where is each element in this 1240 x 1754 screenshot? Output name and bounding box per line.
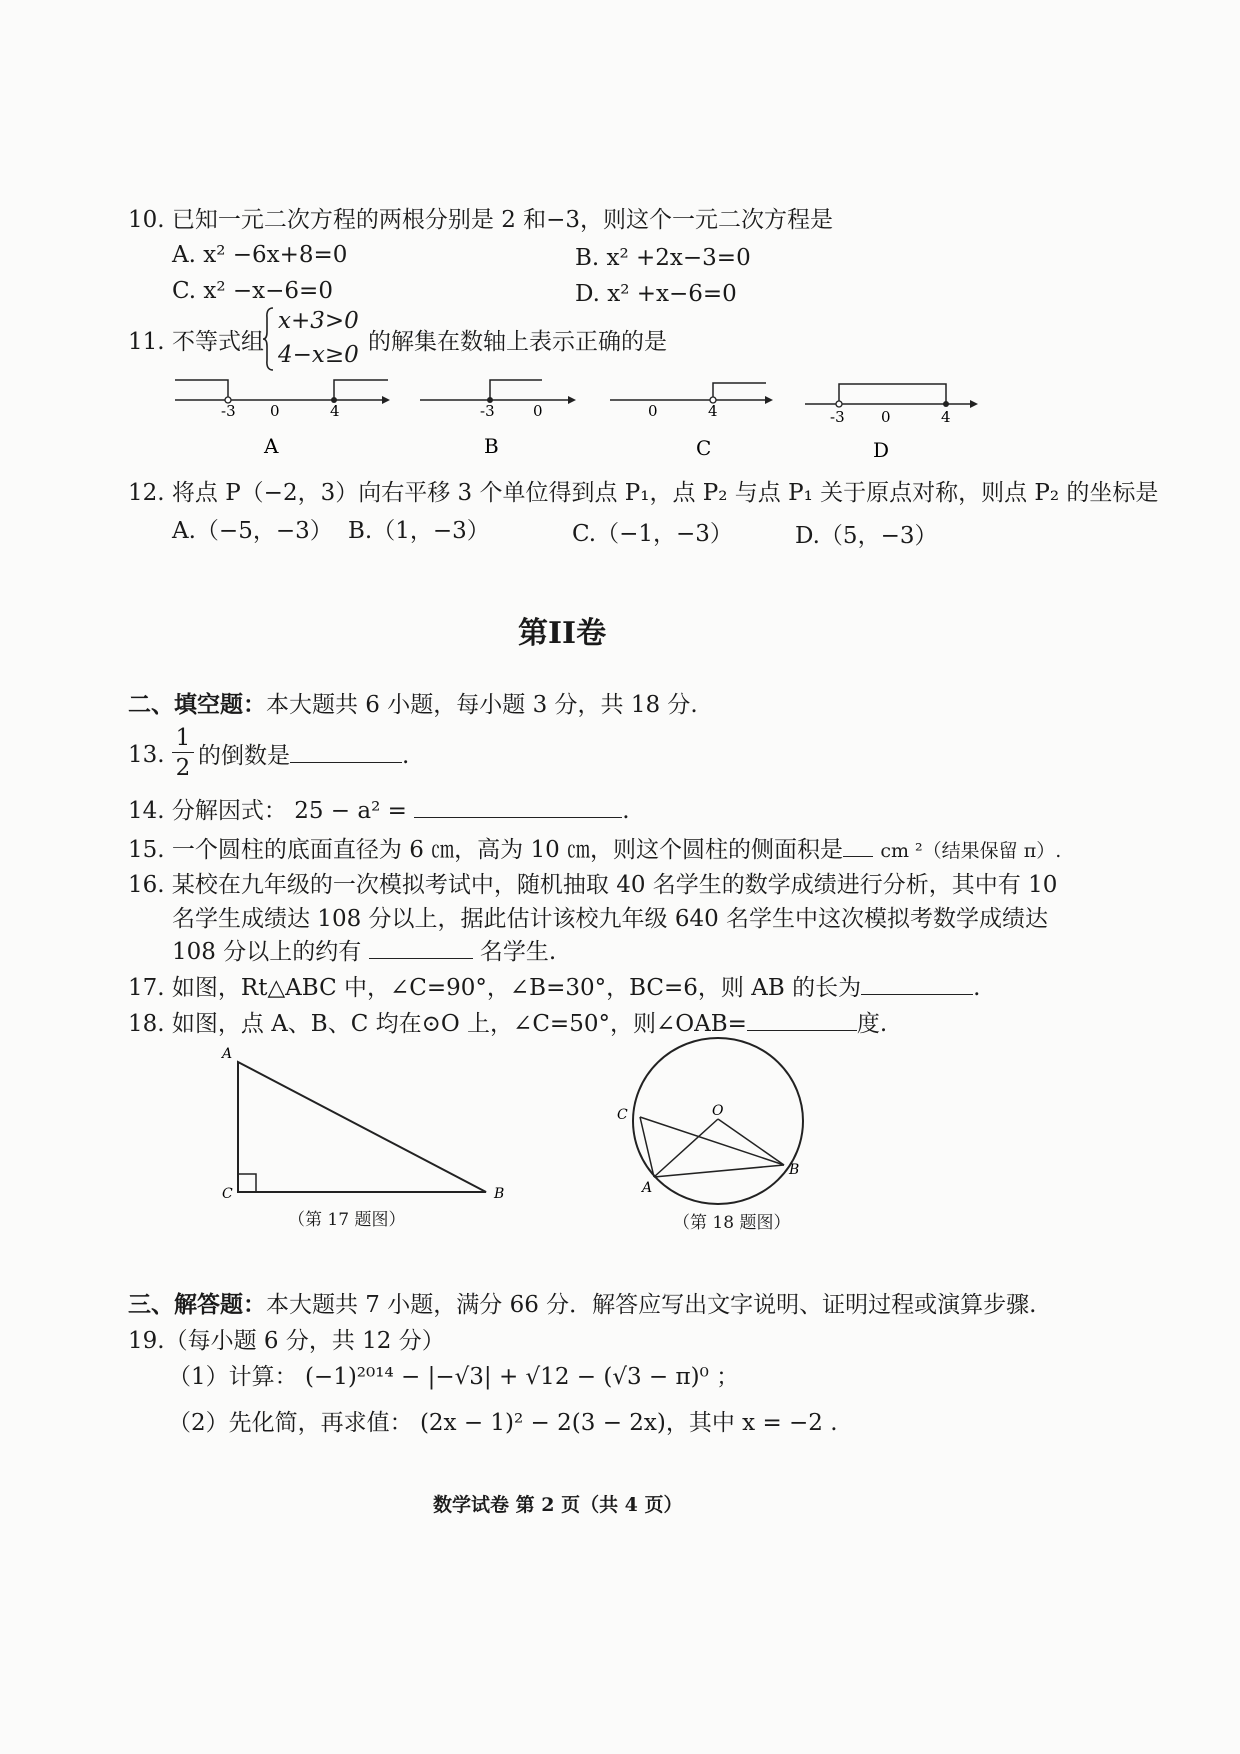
- fig17-caption: （第 17 题图）: [288, 1210, 406, 1230]
- part3-label: 三、解答题：: [128, 1291, 266, 1318]
- q19-p2-expression: (2x − 1)² − 2(3 − 2x)，其中 x = −2 .: [419, 1410, 838, 1436]
- number-line-a: [175, 380, 390, 458]
- q12-number: 12.: [128, 480, 165, 506]
- part2-desc: 本大题共 6 小题，每小题 3 分，共 18 分.: [266, 692, 698, 718]
- q17-answer-blank[interactable]: [861, 972, 973, 995]
- q15-end: cm ²（结果保留 π）.: [880, 840, 1062, 862]
- q16-line-1: [128, 870, 1057, 900]
- q13-text: 的倒数是: [198, 743, 290, 769]
- q14-line: [128, 795, 630, 826]
- q18-answer-blank[interactable]: [747, 1008, 857, 1031]
- q13-line: [198, 740, 409, 771]
- q13-number: 13.: [128, 742, 165, 768]
- q12-text: 将点 P（−2，3）向右平移 3 个单位得到点 P₁，点 P₂ 与点 P₁ 关于原点对称，则点 P₂ 的坐标是: [171, 480, 1159, 506]
- q18-text: 如图，点 A、B、C 均在⊙O 上，∠C=50°，则∠OAB=: [171, 1011, 747, 1037]
- q19-p2-label: （2）先化简，再求值：: [168, 1410, 413, 1436]
- q14-end: .: [622, 798, 630, 824]
- tick-label: -3: [830, 408, 845, 426]
- part2-label: 二、填空题：: [128, 691, 266, 718]
- q14-answer-blank[interactable]: [414, 795, 622, 818]
- q12-stem: [128, 478, 1158, 508]
- part3-desc: 本大题共 7 小题，满分 66 分．解答应写出文字说明、证明过程或演算步骤.: [266, 1292, 1037, 1318]
- option-label: B: [484, 434, 499, 458]
- page-footer: 数学试卷 第 2 页（共 4 页）: [433, 1494, 683, 1516]
- number-line-c: [610, 383, 773, 460]
- option-label: A: [264, 434, 279, 458]
- q10-text: 已知一元二次方程的两根分别是 2 和−3，则这个一元二次方程是: [171, 207, 834, 233]
- q11-number: 11.: [128, 329, 165, 355]
- section-title: 第II卷: [518, 616, 607, 651]
- q19-p1-expression: (−1)²⁰¹⁴ − |−√3| + √12 − (√3 − π)⁰ ；: [304, 1364, 740, 1390]
- q15-text: 一个圆柱的底面直径为 6 ㎝，高为 10 ㎝，则这个圆柱的侧面积是: [171, 837, 844, 863]
- q12-option-c: C.（−1，−3）: [572, 521, 733, 547]
- q14-text: 分解因式：: [171, 798, 287, 824]
- q18-number: 18.: [128, 1011, 165, 1037]
- tick-label: 0: [533, 402, 543, 420]
- fig18-caption: （第 18 题图）: [673, 1213, 791, 1233]
- q16-line-3: [172, 936, 556, 967]
- q15-line: [128, 834, 1061, 866]
- fig18-label-o: O: [712, 1103, 724, 1119]
- q16-number: 16.: [128, 872, 165, 898]
- tick-label: -3: [480, 402, 495, 420]
- q17-end: .: [973, 975, 981, 1001]
- fig17-label-b: B: [494, 1186, 505, 1202]
- figure-18: [610, 1035, 820, 1210]
- q17-text: 如图，Rt△ABC 中，∠C=90°，∠B=30°，BC=6，则 AB 的长为: [171, 975, 862, 1001]
- q10-option-d: D. x² +x−6=0: [575, 281, 737, 307]
- q10-number: 10.: [128, 207, 165, 233]
- q17-number: 17.: [128, 975, 165, 1001]
- q14-expression: 25 − a² =: [294, 798, 407, 824]
- q10-option-a: A. x² −6x+8=0: [172, 242, 348, 268]
- q13-numerator: 1: [172, 724, 194, 753]
- q11-suffix: 的解集在数轴上表示正确的是: [368, 329, 667, 355]
- number-line-b: [420, 380, 576, 458]
- q19-head-text: （每小题 6 分，共 12 分）: [164, 1328, 445, 1354]
- option-label: D: [873, 438, 890, 462]
- q10-stem: [128, 205, 833, 235]
- tick-label: 4: [941, 408, 951, 426]
- q13-end: .: [402, 743, 410, 769]
- q16-text-2: 名学生成绩达 108 分以上，据此估计该校九年级 640 名学生中这次模拟考数学成绩达: [172, 906, 1049, 932]
- q13-denominator: 2: [175, 755, 191, 781]
- q15-number: 15.: [128, 837, 165, 863]
- q12-option-b: B.（1，−3）: [348, 518, 490, 544]
- q13-answer-blank[interactable]: [290, 740, 402, 763]
- q12-option-d: D.（5，−3）: [795, 523, 938, 549]
- fig17-label-a: A: [222, 1046, 233, 1062]
- q11-inequality-1: x+3>0: [278, 308, 359, 334]
- q17-line: [128, 972, 980, 1003]
- tick-label: 0: [270, 402, 280, 420]
- part3-heading: [128, 1290, 1036, 1320]
- q16-text-1: 某校在九年级的一次模拟考试中，随机抽取 40 名学生的数学成绩进行分析，其中有 10: [171, 872, 1058, 898]
- fig17-label-c: C: [222, 1186, 233, 1202]
- q12-option-a: A.（−5，−3）: [172, 518, 333, 544]
- q16-text-3a: 108 分以上的约有: [172, 939, 362, 965]
- number-line-d: [805, 384, 978, 462]
- q16-text-3b: 名学生.: [479, 939, 557, 965]
- q15-answer-blank[interactable]: [843, 834, 873, 857]
- part2-heading: [128, 690, 698, 720]
- tick-label: 4: [330, 402, 340, 420]
- q19-number: 19.: [128, 1328, 165, 1354]
- q19-part-1: [168, 1362, 739, 1392]
- q10-option-b: B. x² +2x−3=0: [575, 245, 751, 271]
- q10-option-c: C. x² −x−6=0: [172, 278, 333, 304]
- tick-label: 0: [881, 408, 891, 426]
- tick-label: 0: [648, 402, 658, 420]
- fig18-label-b: B: [789, 1162, 800, 1178]
- option-label: C: [696, 436, 712, 460]
- fig18-label-c: C: [617, 1107, 628, 1123]
- q13-fraction: [172, 724, 194, 783]
- q19-head: [128, 1326, 445, 1356]
- q19-part-2: [168, 1408, 838, 1438]
- q18-end: 度.: [856, 1011, 888, 1037]
- q11-brace: [262, 306, 274, 372]
- q16-answer-blank[interactable]: [369, 936, 473, 959]
- q19-p1-label: （1）计算：: [168, 1364, 298, 1390]
- q11-prefix: 不等式组: [172, 329, 264, 355]
- tick-label: 4: [708, 402, 718, 420]
- tick-label: -3: [221, 402, 236, 420]
- fig18-label-a: A: [642, 1180, 653, 1196]
- q14-number: 14.: [128, 798, 165, 824]
- q11-inequality-2: 4−x≥0: [278, 342, 359, 368]
- q11-number-lines: [160, 370, 1040, 470]
- figure-17: [210, 1040, 530, 1230]
